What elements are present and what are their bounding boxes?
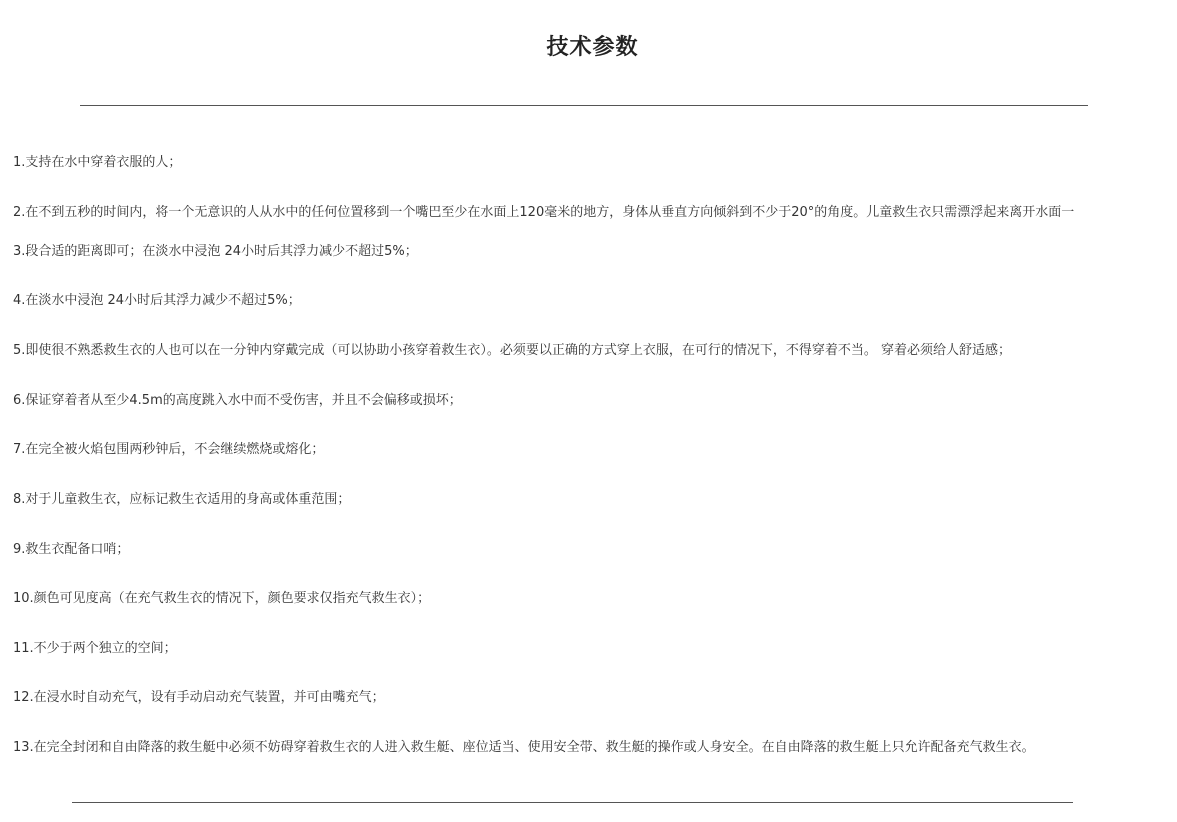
- parameter-item-12: 12.在浸水时自动充气，设有手动启动充气装置，并可由嘴充气；: [13, 690, 385, 705]
- parameter-item-4: 4.在淡水中浸泡 24小时后其浮力减少不超过5%；: [13, 293, 301, 308]
- parameter-item-6: 6.保证穿着者从至少4.5m的高度跳入水中而不受伤害，并且不会偏移或损坏；: [13, 393, 462, 408]
- top-divider: [80, 105, 1088, 106]
- parameter-item-1: 1.支持在水中穿着衣服的人；: [13, 155, 182, 170]
- parameter-item-3: 3.段合适的距离即可；在淡水中浸泡 24小时后其浮力减少不超过5%；: [13, 244, 418, 259]
- bottom-divider: [72, 802, 1073, 803]
- parameter-item-2: 2.在不到五秒的时间内，将一个无意识的人从水中的任何位置移到一个嘴巴至少在水面上120毫米的地方，身体从垂直方向倾斜到不少于20°的角度。儿童救生衣只需漂浮起来离开水面一: [13, 205, 1075, 220]
- parameter-item-11: 11.不少于两个独立的空间；: [13, 641, 177, 656]
- parameter-item-5: 5.即使很不熟悉救生衣的人也可以在一分钟内穿戴完成（可以协助小孩穿着救生衣）。必须要以正确的方式穿上衣服，在可行的情况下，不得穿着不当。 穿着必须给人舒适感；: [13, 343, 1012, 358]
- parameter-item-13: 13.在完全封闭和自由降落的救生艇中必须不妨碍穿着救生衣的人进入救生艇、座位适当、使用安全带、救生艇的操作或人身安全。在自由降落的救生艇上只允许配备充气救生衣。: [13, 740, 1035, 755]
- page-title: 技术参数: [546, 35, 639, 60]
- parameter-item-10: 10.颜色可见度高（在充气救生衣的情况下，颜色要求仅指充气救生衣）；: [13, 591, 431, 606]
- parameter-item-7: 7.在完全被火焰包围两秒钟后，不会继续燃烧或熔化；: [13, 442, 325, 457]
- parameter-item-8: 8.对于儿童救生衣，应标记救生衣适用的身高或体重范围；: [13, 492, 351, 507]
- parameter-item-9: 9.救生衣配备口哨；: [13, 542, 130, 557]
